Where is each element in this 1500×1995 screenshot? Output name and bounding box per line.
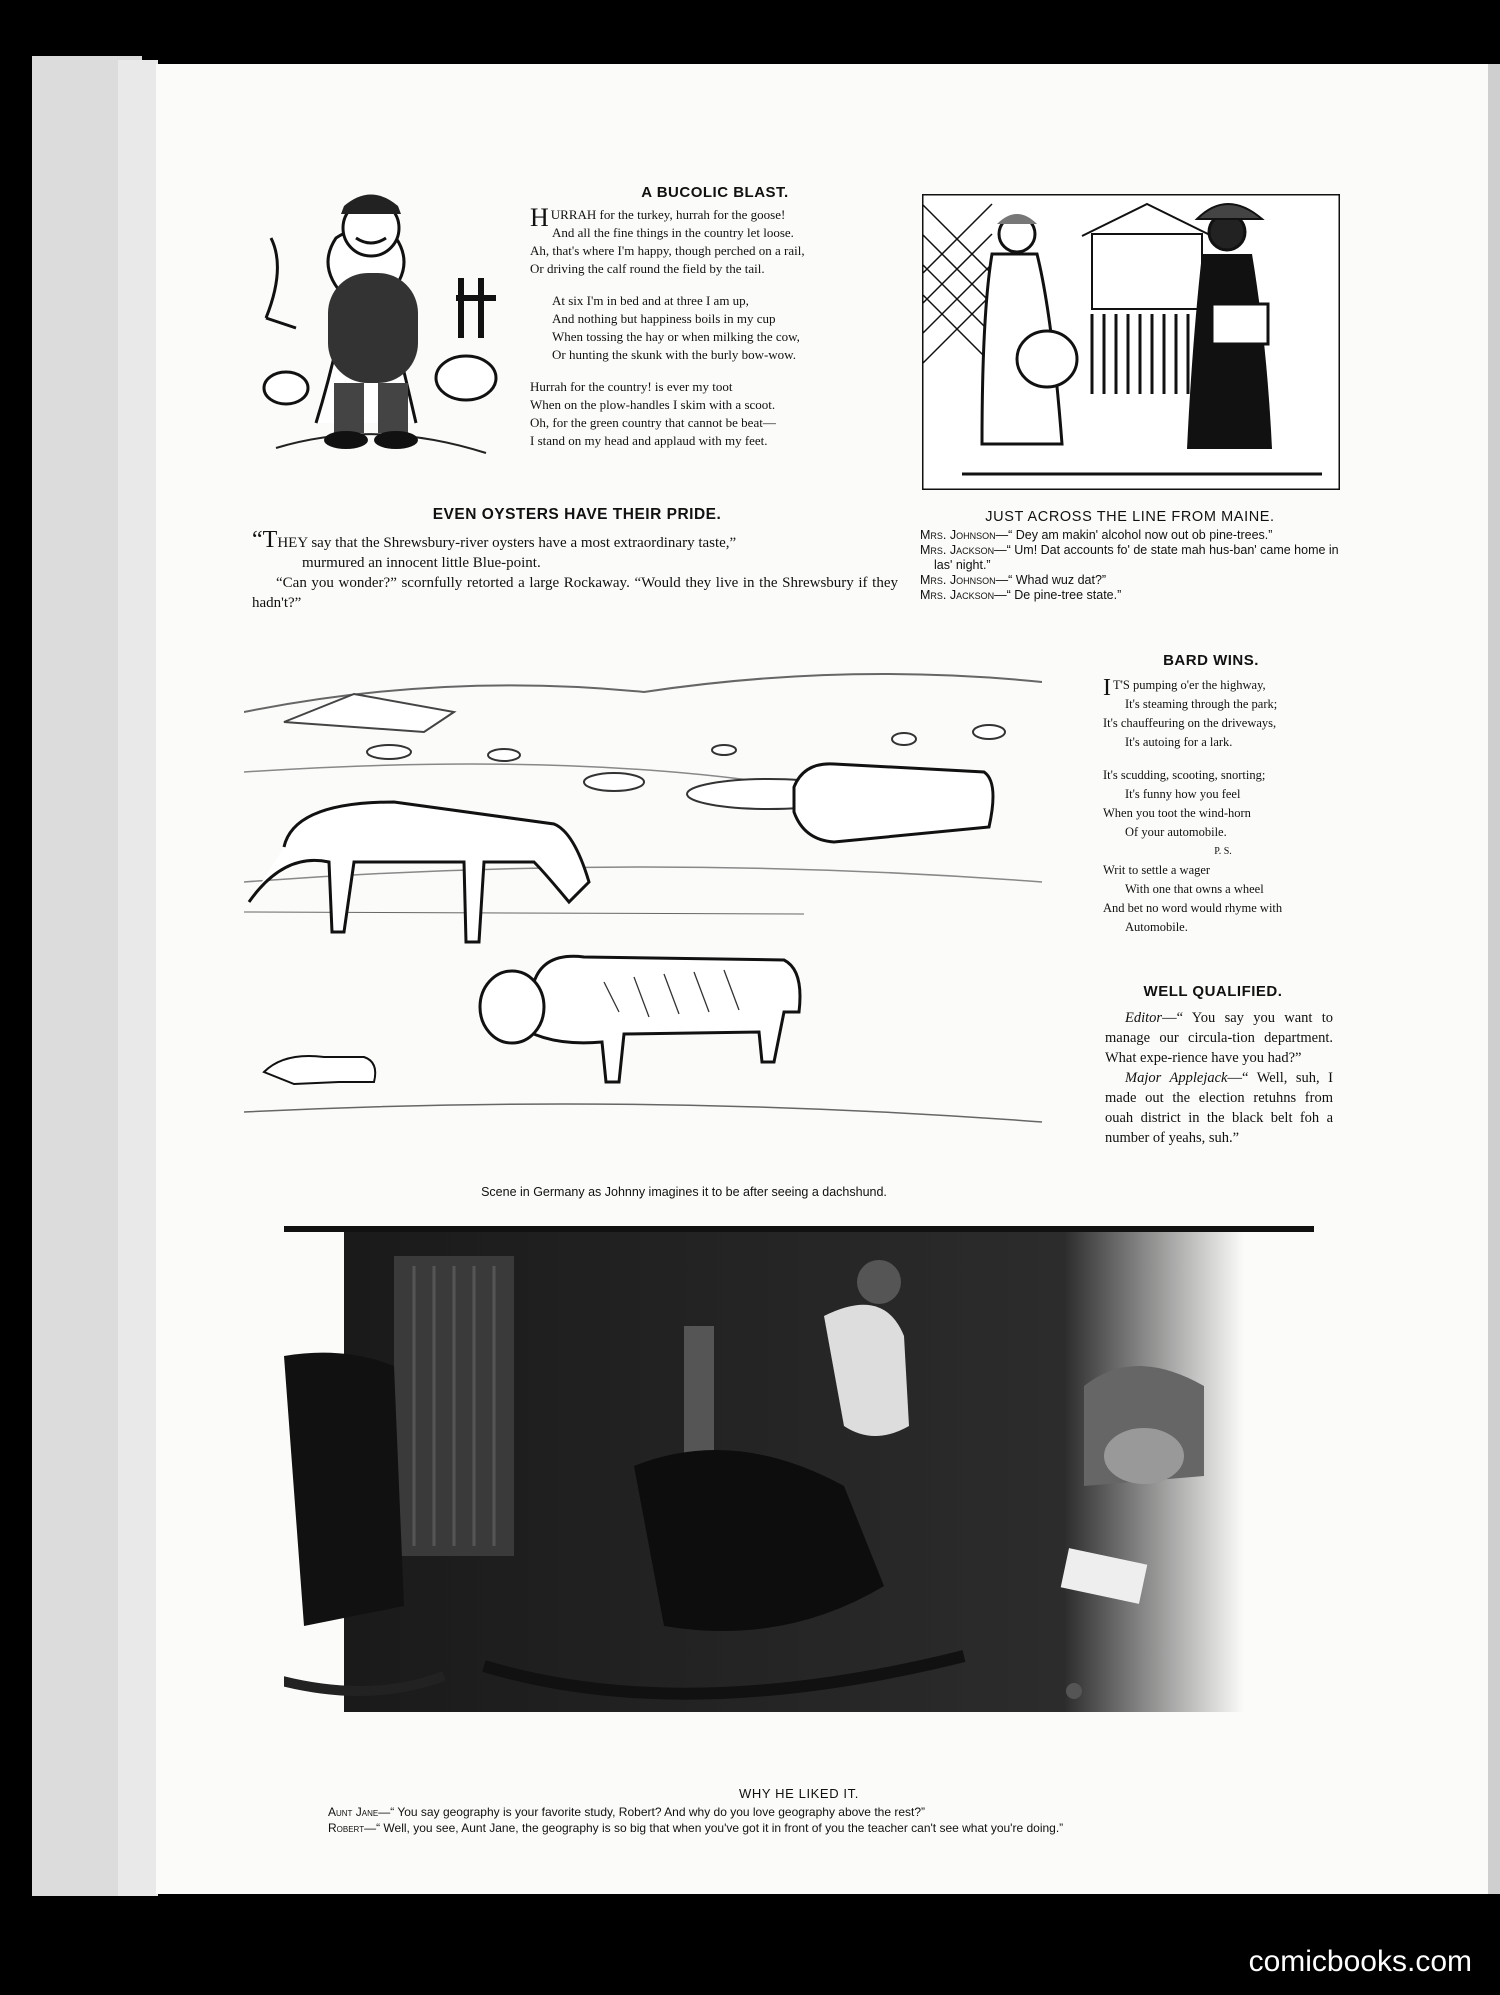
speaker: Mrs. Jackson—	[920, 588, 1007, 602]
bard-title: BARD WINS.	[1163, 652, 1259, 669]
poem-line: I stand on my head and applaud with my feet.	[530, 433, 768, 448]
maine-title: JUST ACROSS THE LINE FROM MAINE.	[985, 509, 1275, 525]
page-edge-right	[1486, 64, 1500, 1894]
poem-line: With one that owns a wheel	[1125, 882, 1264, 896]
oysters-body	[252, 527, 898, 613]
dialogue-text: “ You say geography is your favorite study, Robert? And why do you love geography above the rest?”	[390, 1805, 926, 1819]
maine-illustration	[922, 194, 1340, 490]
dachshund-caption: Scene in Germany as Johnny imagines it to be after seeing a dachshund.	[481, 1185, 887, 1199]
bucolic-poem	[530, 203, 910, 450]
dialogue-text: “ Dey am makin' alcohol now out ob pine-trees.”	[1008, 528, 1273, 542]
poem-line: And all the fine things in the country let loose.	[552, 225, 794, 240]
dialogue-text: —“ Well, suh, I made out the election retuhns from ouah district in the black belt foh a number of yeahs, suh.”	[1105, 1070, 1333, 1146]
speaker: Mrs. Jackson—	[920, 543, 1007, 557]
speaker: Editor	[1125, 1010, 1163, 1026]
geography-dialogue	[328, 1804, 1328, 1836]
oysters-title: EVEN OYSTERS HAVE THEIR PRIDE.	[432, 506, 722, 523]
fireside-illustration	[284, 1226, 1314, 1756]
poem-line: And nothing but happiness boils in my cup	[552, 311, 776, 326]
oysters-text: murmured an innocent little Blue-point.	[302, 555, 541, 571]
poem-line: URRAH for the turkey, hurrah for the goose!	[550, 207, 786, 222]
speaker: Aunt Jane—	[328, 1805, 391, 1819]
poem-line: At six I'm in bed and at three I am up,	[552, 293, 749, 308]
poem-line: Writ to settle a wager	[1103, 863, 1211, 877]
poem-line: When tossing the hay or when milking the cow,	[552, 329, 800, 344]
poem-line: It's scudding, scooting, snorting;	[1103, 768, 1266, 782]
poem-line: And bet no word would rhyme with	[1103, 901, 1283, 915]
poem-line: Or hunting the skunk with the burly bow-wow.	[552, 347, 796, 362]
poem-line: It's steaming through the park;	[1125, 697, 1278, 711]
poem-line: Hurrah for the country! is ever my toot	[530, 379, 733, 394]
bard-dropcap: I	[1103, 675, 1111, 701]
oysters-text: “Can you wonder?” scornfully retorted a large Rockaway. “Would they live in the Shrewsbury if they hadn't?”	[252, 575, 898, 611]
oysters-dropcap: T	[262, 527, 278, 553]
speaker: Major Applejack	[1125, 1070, 1228, 1086]
quote-open: “	[252, 527, 263, 553]
poem-line: Of your automobile.	[1125, 825, 1227, 839]
dialogue-text: “ Um! Dat accounts fo' de state mah hus-ban' came home in las' night.”	[934, 543, 1339, 572]
dialogue-text: “ Well, you see, Aunt Jane, the geography is so big that when you've got it in front of you the teacher can't see what you're doing.”	[376, 1821, 1064, 1835]
speaker: Robert—	[328, 1821, 377, 1835]
poem-line: Or driving the calf round the field by the tail.	[530, 261, 765, 276]
dialogue-text: “ Whad wuz dat?”	[1008, 573, 1107, 587]
dachshund-scene-illustration	[244, 652, 1042, 1138]
qualified-body	[1105, 1008, 1333, 1148]
poem-line: It's autoing for a lark.	[1125, 735, 1233, 749]
bard-poem	[1103, 676, 1343, 937]
geography-title: WHY HE LIKED IT.	[739, 1786, 859, 1801]
bucolic-title: A BUCOLIC BLAST.	[641, 184, 789, 201]
poem-line: Automobile.	[1125, 920, 1188, 934]
page-edge-inner	[118, 60, 158, 1896]
poem-line: Ah, that's where I'm happy, though perched on a rail,	[530, 243, 805, 258]
poem-line: It's funny how you feel	[1125, 787, 1241, 801]
dialogue-text: —“ You say you want to manage our circula-tion department. What expe-rience have you had?”	[1105, 1010, 1333, 1066]
dialogue-text: “ De pine-tree state.”	[1006, 588, 1122, 602]
site-watermark: comicbooks.com	[1248, 1945, 1472, 1978]
maine-dialogue	[920, 528, 1340, 603]
qualified-title: WELL QUALIFIED.	[1143, 983, 1283, 1000]
poem-line: T'S pumping o'er the highway,	[1113, 678, 1266, 692]
speaker: Mrs. Johnson—	[920, 528, 1009, 542]
poem-line: It's chauffeuring on the driveways,	[1103, 716, 1277, 730]
speaker: Mrs. Johnson—	[920, 573, 1009, 587]
poem-line: Oh, for the green country that cannot be beat—	[530, 415, 776, 430]
poem-line: When on the plow-handles I skim with a scoot.	[530, 397, 776, 412]
oysters-text: HEY say that the Shrewsbury-river oysters have a most extraordinary taste,”	[277, 535, 737, 551]
bucolic-dropcap: H	[530, 203, 549, 232]
poem-line: When you toot the wind-horn	[1103, 806, 1251, 820]
farmer-illustration	[256, 178, 501, 463]
poem-ps: P. S.	[1214, 846, 1232, 857]
